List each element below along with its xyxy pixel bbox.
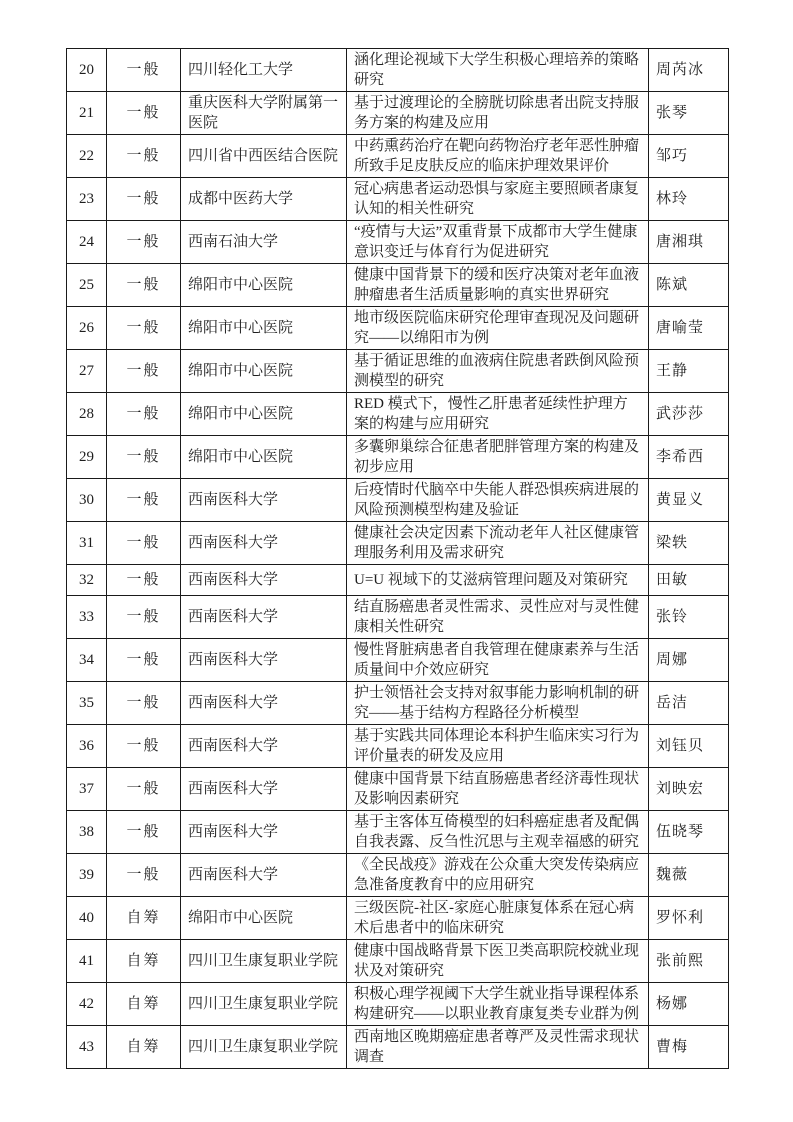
cell-funding-category: 一般: [107, 479, 181, 522]
cell-leader-name: 张铃: [649, 596, 729, 639]
cell-funding-category: 一般: [107, 307, 181, 350]
cell-row-number: 25: [67, 264, 107, 307]
cell-funding-category: 一般: [107, 725, 181, 768]
cell-row-number: 29: [67, 436, 107, 479]
cell-row-number: 22: [67, 135, 107, 178]
cell-row-number: 33: [67, 596, 107, 639]
table-row: [67, 178, 729, 221]
cell-institution: 西南医科大学: [181, 639, 347, 682]
cell-row-number: 35: [67, 682, 107, 725]
cell-leader-name: 罗怀利: [649, 897, 729, 940]
cell-leader-name: 李希西: [649, 436, 729, 479]
cell-leader-name: 田敏: [649, 565, 729, 596]
cell-funding-category: 自筹: [107, 983, 181, 1026]
cell-institution: 绵阳市中心医院: [181, 307, 347, 350]
cell-leader-name: 武莎莎: [649, 393, 729, 436]
table-row: [67, 436, 729, 479]
table-row: [67, 135, 729, 178]
table-row: [67, 682, 729, 725]
cell-funding-category: 一般: [107, 811, 181, 854]
cell-project-title: 后疫情时代脑卒中失能人群恐惧疾病进展的风险预测模型构建及验证: [347, 479, 649, 522]
cell-project-title: “疫情与大运”双重背景下成都市大学生健康意识变迁与体育行为促进研究: [347, 221, 649, 264]
cell-leader-name: 周芮冰: [649, 49, 729, 92]
cell-row-number: 32: [67, 565, 107, 596]
cell-institution: 西南医科大学: [181, 811, 347, 854]
cell-funding-category: 一般: [107, 393, 181, 436]
cell-row-number: 24: [67, 221, 107, 264]
cell-leader-name: 唐喻莹: [649, 307, 729, 350]
cell-funding-category: 一般: [107, 92, 181, 135]
cell-row-number: 23: [67, 178, 107, 221]
cell-row-number: 36: [67, 725, 107, 768]
cell-project-title: 《全民战疫》游戏在公众重大突发传染病应急准备度教育中的应用研究: [347, 854, 649, 897]
cell-funding-category: 一般: [107, 135, 181, 178]
cell-leader-name: 曹梅: [649, 1026, 729, 1069]
table-row: [67, 221, 729, 264]
cell-institution: 西南医科大学: [181, 854, 347, 897]
table-row: [67, 49, 729, 92]
cell-project-title: 基于主客体互倚模型的妇科癌症患者及配偶自我表露、反刍性沉思与主观幸福感的研究: [347, 811, 649, 854]
cell-row-number: 37: [67, 768, 107, 811]
cell-leader-name: 邹巧: [649, 135, 729, 178]
cell-leader-name: 刘钰贝: [649, 725, 729, 768]
cell-row-number: 20: [67, 49, 107, 92]
cell-row-number: 40: [67, 897, 107, 940]
cell-institution: 西南医科大学: [181, 565, 347, 596]
cell-leader-name: 周娜: [649, 639, 729, 682]
cell-funding-category: 一般: [107, 854, 181, 897]
cell-leader-name: 张前熙: [649, 940, 729, 983]
cell-project-title: 基于实践共同体理论本科护生临床实习行为评价量表的研发及应用: [347, 725, 649, 768]
cell-project-title: 慢性肾脏病患者自我管理在健康素养与生活质量间中介效应研究: [347, 639, 649, 682]
cell-row-number: 28: [67, 393, 107, 436]
cell-institution: 四川卫生康复职业学院: [181, 1026, 347, 1069]
cell-leader-name: 林玲: [649, 178, 729, 221]
cell-institution: 西南石油大学: [181, 221, 347, 264]
cell-funding-category: 自筹: [107, 940, 181, 983]
cell-project-title: 地市级医院临床研究伦理审查现况及问题研究——以绵阳市为例: [347, 307, 649, 350]
table-row: [67, 725, 729, 768]
cell-project-title: 健康中国战略背景下医卫类高职院校就业现状及对策研究: [347, 940, 649, 983]
table-row: [67, 897, 729, 940]
cell-institution: 四川卫生康复职业学院: [181, 983, 347, 1026]
table-row: [67, 479, 729, 522]
cell-funding-category: 一般: [107, 350, 181, 393]
table-row: [67, 639, 729, 682]
cell-funding-category: 一般: [107, 639, 181, 682]
cell-row-number: 21: [67, 92, 107, 135]
table-row: [67, 393, 729, 436]
table-row: [67, 264, 729, 307]
table-row: [67, 983, 729, 1026]
cell-leader-name: 张琴: [649, 92, 729, 135]
cell-leader-name: 伍晓琴: [649, 811, 729, 854]
document-page: [66, 48, 728, 1069]
cell-project-title: 基于过渡理论的全膀胱切除患者出院支持服务方案的构建及应用: [347, 92, 649, 135]
cell-project-title: 冠心病患者运动恐惧与家庭主要照顾者康复认知的相关性研究: [347, 178, 649, 221]
cell-project-title: 结直肠癌患者灵性需求、灵性应对与灵性健康相关性研究: [347, 596, 649, 639]
cell-project-title: 健康中国背景下的缓和医疗决策对老年血液肿瘤患者生活质量影响的真实世界研究: [347, 264, 649, 307]
table-row: [67, 768, 729, 811]
cell-row-number: 26: [67, 307, 107, 350]
cell-institution: 西南医科大学: [181, 768, 347, 811]
cell-funding-category: 自筹: [107, 897, 181, 940]
cell-funding-category: 一般: [107, 436, 181, 479]
table-row: [67, 1026, 729, 1069]
table-row: [67, 307, 729, 350]
cell-leader-name: 岳洁: [649, 682, 729, 725]
cell-project-title: 中药熏药治疗在靶向药物治疗老年恶性肿瘤所致手足皮肤反应的临床护理效果评价: [347, 135, 649, 178]
cell-leader-name: 杨娜: [649, 983, 729, 1026]
cell-leader-name: 梁轶: [649, 522, 729, 565]
cell-funding-category: 一般: [107, 49, 181, 92]
cell-funding-category: 一般: [107, 565, 181, 596]
cell-project-title: U=U 视域下的艾滋病管理问题及对策研究: [347, 565, 649, 596]
cell-row-number: 30: [67, 479, 107, 522]
cell-row-number: 38: [67, 811, 107, 854]
table-row: [67, 940, 729, 983]
cell-institution: 西南医科大学: [181, 682, 347, 725]
cell-project-title: 西南地区晚期癌症患者尊严及灵性需求现状调查: [347, 1026, 649, 1069]
cell-institution: 成都中医药大学: [181, 178, 347, 221]
cell-funding-category: 一般: [107, 768, 181, 811]
table-row: [67, 522, 729, 565]
cell-project-title: 积极心理学视阈下大学生就业指导课程体系构建研究——以职业教育康复类专业群为例: [347, 983, 649, 1026]
cell-project-title: 护士领悟社会支持对叙事能力影响机制的研究——基于结构方程路径分析模型: [347, 682, 649, 725]
cell-row-number: 43: [67, 1026, 107, 1069]
table-row: [67, 350, 729, 393]
cell-institution: 绵阳市中心医院: [181, 393, 347, 436]
cell-funding-category: 自筹: [107, 1026, 181, 1069]
project-table-body: [67, 49, 729, 1069]
cell-leader-name: 陈斌: [649, 264, 729, 307]
cell-funding-category: 一般: [107, 522, 181, 565]
cell-project-title: 三级医院-社区-家庭心脏康复体系在冠心病术后患者中的临床研究: [347, 897, 649, 940]
project-list-table: [66, 48, 729, 1069]
cell-row-number: 27: [67, 350, 107, 393]
cell-project-title: RED 模式下，慢性乙肝患者延续性护理方案的构建与应用研究: [347, 393, 649, 436]
cell-leader-name: 黄显义: [649, 479, 729, 522]
table-row: [67, 854, 729, 897]
cell-row-number: 34: [67, 639, 107, 682]
cell-project-title: 健康中国背景下结直肠癌患者经济毒性现状及影响因素研究: [347, 768, 649, 811]
cell-funding-category: 一般: [107, 221, 181, 264]
cell-institution: 四川卫生康复职业学院: [181, 940, 347, 983]
table-row: [67, 596, 729, 639]
table-row: [67, 811, 729, 854]
cell-leader-name: 唐湘琪: [649, 221, 729, 264]
cell-leader-name: 王静: [649, 350, 729, 393]
cell-leader-name: 刘映宏: [649, 768, 729, 811]
cell-project-title: 基于循证思维的血液病住院患者跌倒风险预测模型的研究: [347, 350, 649, 393]
cell-row-number: 31: [67, 522, 107, 565]
cell-row-number: 42: [67, 983, 107, 1026]
cell-institution: 西南医科大学: [181, 479, 347, 522]
cell-row-number: 41: [67, 940, 107, 983]
cell-project-title: 涵化理论视域下大学生积极心理培养的策略研究: [347, 49, 649, 92]
cell-project-title: 多囊卵巢综合征患者肥胖管理方案的构建及初步应用: [347, 436, 649, 479]
cell-institution: 重庆医科大学附属第一医院: [181, 92, 347, 135]
cell-institution: 西南医科大学: [181, 596, 347, 639]
table-row: [67, 92, 729, 135]
table-row: [67, 565, 729, 596]
cell-leader-name: 魏薇: [649, 854, 729, 897]
cell-institution: 西南医科大学: [181, 725, 347, 768]
cell-institution: 西南医科大学: [181, 522, 347, 565]
cell-funding-category: 一般: [107, 178, 181, 221]
cell-funding-category: 一般: [107, 596, 181, 639]
cell-institution: 绵阳市中心医院: [181, 436, 347, 479]
cell-funding-category: 一般: [107, 682, 181, 725]
cell-institution: 绵阳市中心医院: [181, 897, 347, 940]
cell-institution: 绵阳市中心医院: [181, 264, 347, 307]
cell-institution: 四川轻化工大学: [181, 49, 347, 92]
cell-institution: 四川省中西医结合医院: [181, 135, 347, 178]
cell-funding-category: 一般: [107, 264, 181, 307]
cell-project-title: 健康社会决定因素下流动老年人社区健康管理服务利用及需求研究: [347, 522, 649, 565]
cell-row-number: 39: [67, 854, 107, 897]
cell-institution: 绵阳市中心医院: [181, 350, 347, 393]
